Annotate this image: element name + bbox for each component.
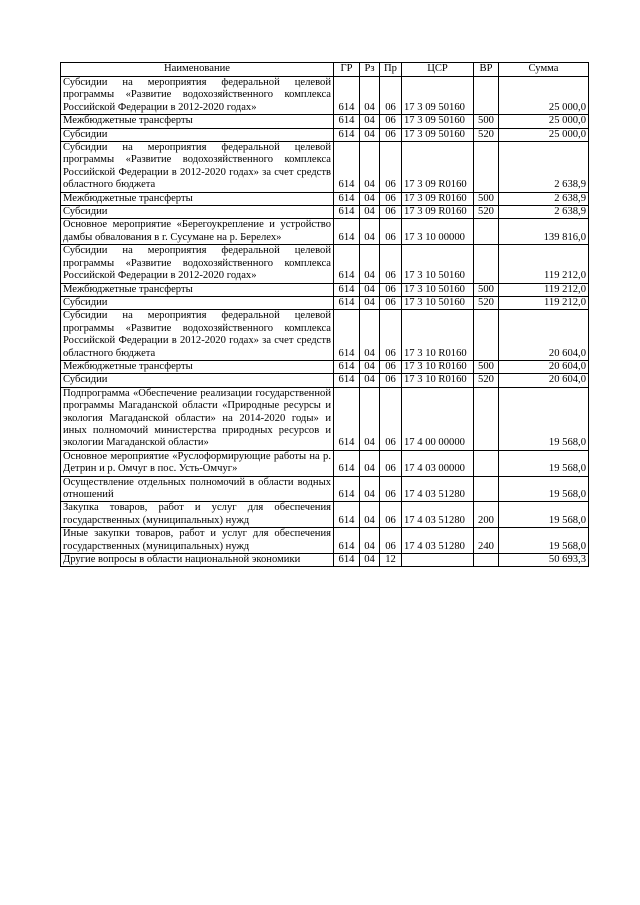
table-row	[61, 142, 589, 193]
table-row	[61, 245, 589, 283]
row-pr: 06	[380, 502, 402, 528]
row-csr: 17 3 10 50160	[402, 283, 474, 296]
row-gr: 614	[334, 283, 360, 296]
row-sum: 119 212,0	[499, 296, 589, 309]
row-sum: 19 568,0	[499, 387, 589, 450]
row-name: Субсидии на мероприятия федеральной целевой программы «Развитие водохозяйственного комплекса Российской Федерации в 2012-2020 годах»	[61, 77, 334, 115]
row-vr: 520	[474, 128, 499, 141]
row-name: Основное мероприятие «Руслоформирующие работы на р. Детрин и р. Омчуг в пос. Усть-Омчуг»	[61, 450, 334, 476]
row-gr: 614	[334, 77, 360, 115]
row-pr: 06	[380, 310, 402, 361]
row-csr: 17 3 09 50160	[402, 115, 474, 128]
row-pr: 06	[380, 360, 402, 373]
row-vr	[474, 142, 499, 193]
row-sum: 20 604,0	[499, 310, 589, 361]
table-row	[61, 219, 589, 245]
row-vr: 500	[474, 283, 499, 296]
row-name: Осуществление отдельных полномочий в области водных отношений	[61, 476, 334, 502]
row-pr: 06	[380, 450, 402, 476]
row-csr	[402, 554, 474, 567]
row-name: Межбюджетные трансферты	[61, 283, 334, 296]
row-gr: 614	[334, 387, 360, 450]
row-sum: 2 638,9	[499, 192, 589, 205]
row-csr: 17 4 03 51280	[402, 502, 474, 528]
row-gr: 614	[334, 115, 360, 128]
table-row	[61, 310, 589, 361]
row-pr: 06	[380, 374, 402, 387]
row-vr: 240	[474, 528, 499, 554]
row-gr: 614	[334, 360, 360, 373]
table-row	[61, 77, 589, 115]
row-name: Межбюджетные трансферты	[61, 360, 334, 373]
budget-table	[60, 62, 589, 567]
row-sum: 2 638,9	[499, 142, 589, 193]
row-name: Субсидии	[61, 128, 334, 141]
row-pr: 06	[380, 115, 402, 128]
row-pr: 12	[380, 554, 402, 567]
row-rz: 04	[360, 310, 380, 361]
header-pr: Пр	[380, 63, 402, 77]
table-row	[61, 374, 589, 387]
row-csr: 17 4 00 00000	[402, 387, 474, 450]
row-pr: 06	[380, 245, 402, 283]
row-vr	[474, 387, 499, 450]
row-rz: 04	[360, 206, 380, 219]
row-gr: 614	[334, 374, 360, 387]
row-csr: 17 3 10 50160	[402, 245, 474, 283]
row-name: Субсидии на мероприятия федеральной целевой программы «Развитие водохозяйственного комплекса Российской Федерации в 2012-2020 годах» за счет средств областного бюджета	[61, 142, 334, 193]
row-vr	[474, 310, 499, 361]
row-rz: 04	[360, 387, 380, 450]
header-csr: ЦСР	[402, 63, 474, 77]
row-csr: 17 3 09 R0160	[402, 142, 474, 193]
row-sum: 139 816,0	[499, 219, 589, 245]
row-rz: 04	[360, 142, 380, 193]
table-row	[61, 206, 589, 219]
row-sum: 19 568,0	[499, 450, 589, 476]
row-name: Подпрограмма «Обеспечение реализации государственной программы Магаданской области «Природные ресурсы и экология Магаданской области» на 2014-2020 годы» и иных полномочий министерства природных ресурсов и экологии Магаданской области»	[61, 387, 334, 450]
row-pr: 06	[380, 283, 402, 296]
table-row	[61, 450, 589, 476]
row-sum: 19 568,0	[499, 528, 589, 554]
row-sum: 19 568,0	[499, 476, 589, 502]
row-sum: 25 000,0	[499, 77, 589, 115]
row-csr: 17 3 10 00000	[402, 219, 474, 245]
row-rz: 04	[360, 115, 380, 128]
table-row	[61, 115, 589, 128]
row-pr: 06	[380, 206, 402, 219]
row-vr: 500	[474, 115, 499, 128]
row-gr: 614	[334, 310, 360, 361]
row-gr: 614	[334, 296, 360, 309]
row-rz: 04	[360, 476, 380, 502]
row-vr	[474, 219, 499, 245]
row-pr: 06	[380, 128, 402, 141]
row-gr: 614	[334, 502, 360, 528]
row-name: Межбюджетные трансферты	[61, 115, 334, 128]
header-rz: Рз	[360, 63, 380, 77]
row-gr: 614	[334, 192, 360, 205]
row-rz: 04	[360, 296, 380, 309]
row-sum: 20 604,0	[499, 374, 589, 387]
row-gr: 614	[334, 476, 360, 502]
row-vr	[474, 245, 499, 283]
row-sum: 25 000,0	[499, 128, 589, 141]
row-name: Межбюджетные трансферты	[61, 192, 334, 205]
row-vr: 520	[474, 206, 499, 219]
row-vr	[474, 77, 499, 115]
table-row	[61, 192, 589, 205]
row-rz: 04	[360, 450, 380, 476]
row-csr: 17 3 10 R0160	[402, 374, 474, 387]
row-vr: 500	[474, 360, 499, 373]
row-vr	[474, 450, 499, 476]
row-rz: 04	[360, 192, 380, 205]
row-gr: 614	[334, 142, 360, 193]
row-vr: 200	[474, 502, 499, 528]
row-rz: 04	[360, 360, 380, 373]
row-name: Субсидии	[61, 296, 334, 309]
row-name: Другие вопросы в области национальной экономики	[61, 554, 334, 567]
row-name: Закупка товаров, работ и услуг для обеспечения государственных (муниципальных) нужд	[61, 502, 334, 528]
row-rz: 04	[360, 219, 380, 245]
row-csr: 17 4 03 51280	[402, 476, 474, 502]
row-name: Субсидии	[61, 206, 334, 219]
row-sum: 50 693,3	[499, 554, 589, 567]
row-csr: 17 4 03 51280	[402, 528, 474, 554]
table-row	[61, 528, 589, 554]
header-vr: ВР	[474, 63, 499, 77]
row-pr: 06	[380, 192, 402, 205]
row-vr: 500	[474, 192, 499, 205]
row-pr: 06	[380, 77, 402, 115]
row-name: Иные закупки товаров, работ и услуг для обеспечения государственных (муниципальных) нужд	[61, 528, 334, 554]
row-rz: 04	[360, 283, 380, 296]
row-vr: 520	[474, 296, 499, 309]
row-name: Основное мероприятие «Берегоукрепление и устройство дамбы обвалования в г. Сусумане на р. Берелех»	[61, 219, 334, 245]
row-gr: 614	[334, 245, 360, 283]
row-sum: 25 000,0	[499, 115, 589, 128]
row-pr: 06	[380, 142, 402, 193]
row-name: Субсидии на мероприятия федеральной целевой программы «Развитие водохозяйственного комплекса Российской Федерации в 2012-2020 годах» за счет средств областного бюджета	[61, 310, 334, 361]
row-pr: 06	[380, 476, 402, 502]
row-gr: 614	[334, 206, 360, 219]
row-csr: 17 4 03 00000	[402, 450, 474, 476]
row-sum: 19 568,0	[499, 502, 589, 528]
row-vr	[474, 476, 499, 502]
row-sum: 119 212,0	[499, 245, 589, 283]
table-row	[61, 283, 589, 296]
row-gr: 614	[334, 554, 360, 567]
row-csr: 17 3 10 R0160	[402, 360, 474, 373]
row-rz: 04	[360, 245, 380, 283]
table-row	[61, 502, 589, 528]
row-pr: 06	[380, 219, 402, 245]
row-rz: 04	[360, 528, 380, 554]
row-rz: 04	[360, 77, 380, 115]
row-gr: 614	[334, 219, 360, 245]
row-vr: 520	[474, 374, 499, 387]
row-csr: 17 3 09 R0160	[402, 206, 474, 219]
row-rz: 04	[360, 502, 380, 528]
table-row	[61, 360, 589, 373]
table-row	[61, 476, 589, 502]
row-name: Субсидии	[61, 374, 334, 387]
row-pr: 06	[380, 387, 402, 450]
row-csr: 17 3 09 50160	[402, 128, 474, 141]
row-rz: 04	[360, 128, 380, 141]
table-row	[61, 387, 589, 450]
row-sum: 119 212,0	[499, 283, 589, 296]
row-csr: 17 3 09 50160	[402, 77, 474, 115]
row-pr: 06	[380, 528, 402, 554]
row-csr: 17 3 10 50160	[402, 296, 474, 309]
header-name: Наименование	[61, 63, 334, 77]
table-row	[61, 296, 589, 309]
row-csr: 17 3 09 R0160	[402, 192, 474, 205]
row-gr: 614	[334, 128, 360, 141]
header-sum: Сумма	[499, 63, 589, 77]
row-pr: 06	[380, 296, 402, 309]
row-rz: 04	[360, 554, 380, 567]
row-sum: 20 604,0	[499, 360, 589, 373]
row-sum: 2 638,9	[499, 206, 589, 219]
row-gr: 614	[334, 450, 360, 476]
row-csr: 17 3 10 R0160	[402, 310, 474, 361]
header-gr: ГР	[334, 63, 360, 77]
row-gr: 614	[334, 528, 360, 554]
row-vr	[474, 554, 499, 567]
row-name: Субсидии на мероприятия федеральной целевой программы «Развитие водохозяйственного комплекса Российской Федерации в 2012-2020 годах»	[61, 245, 334, 283]
table-header-row	[61, 63, 589, 77]
table-row	[61, 128, 589, 141]
table-row	[61, 554, 589, 567]
row-rz: 04	[360, 374, 380, 387]
